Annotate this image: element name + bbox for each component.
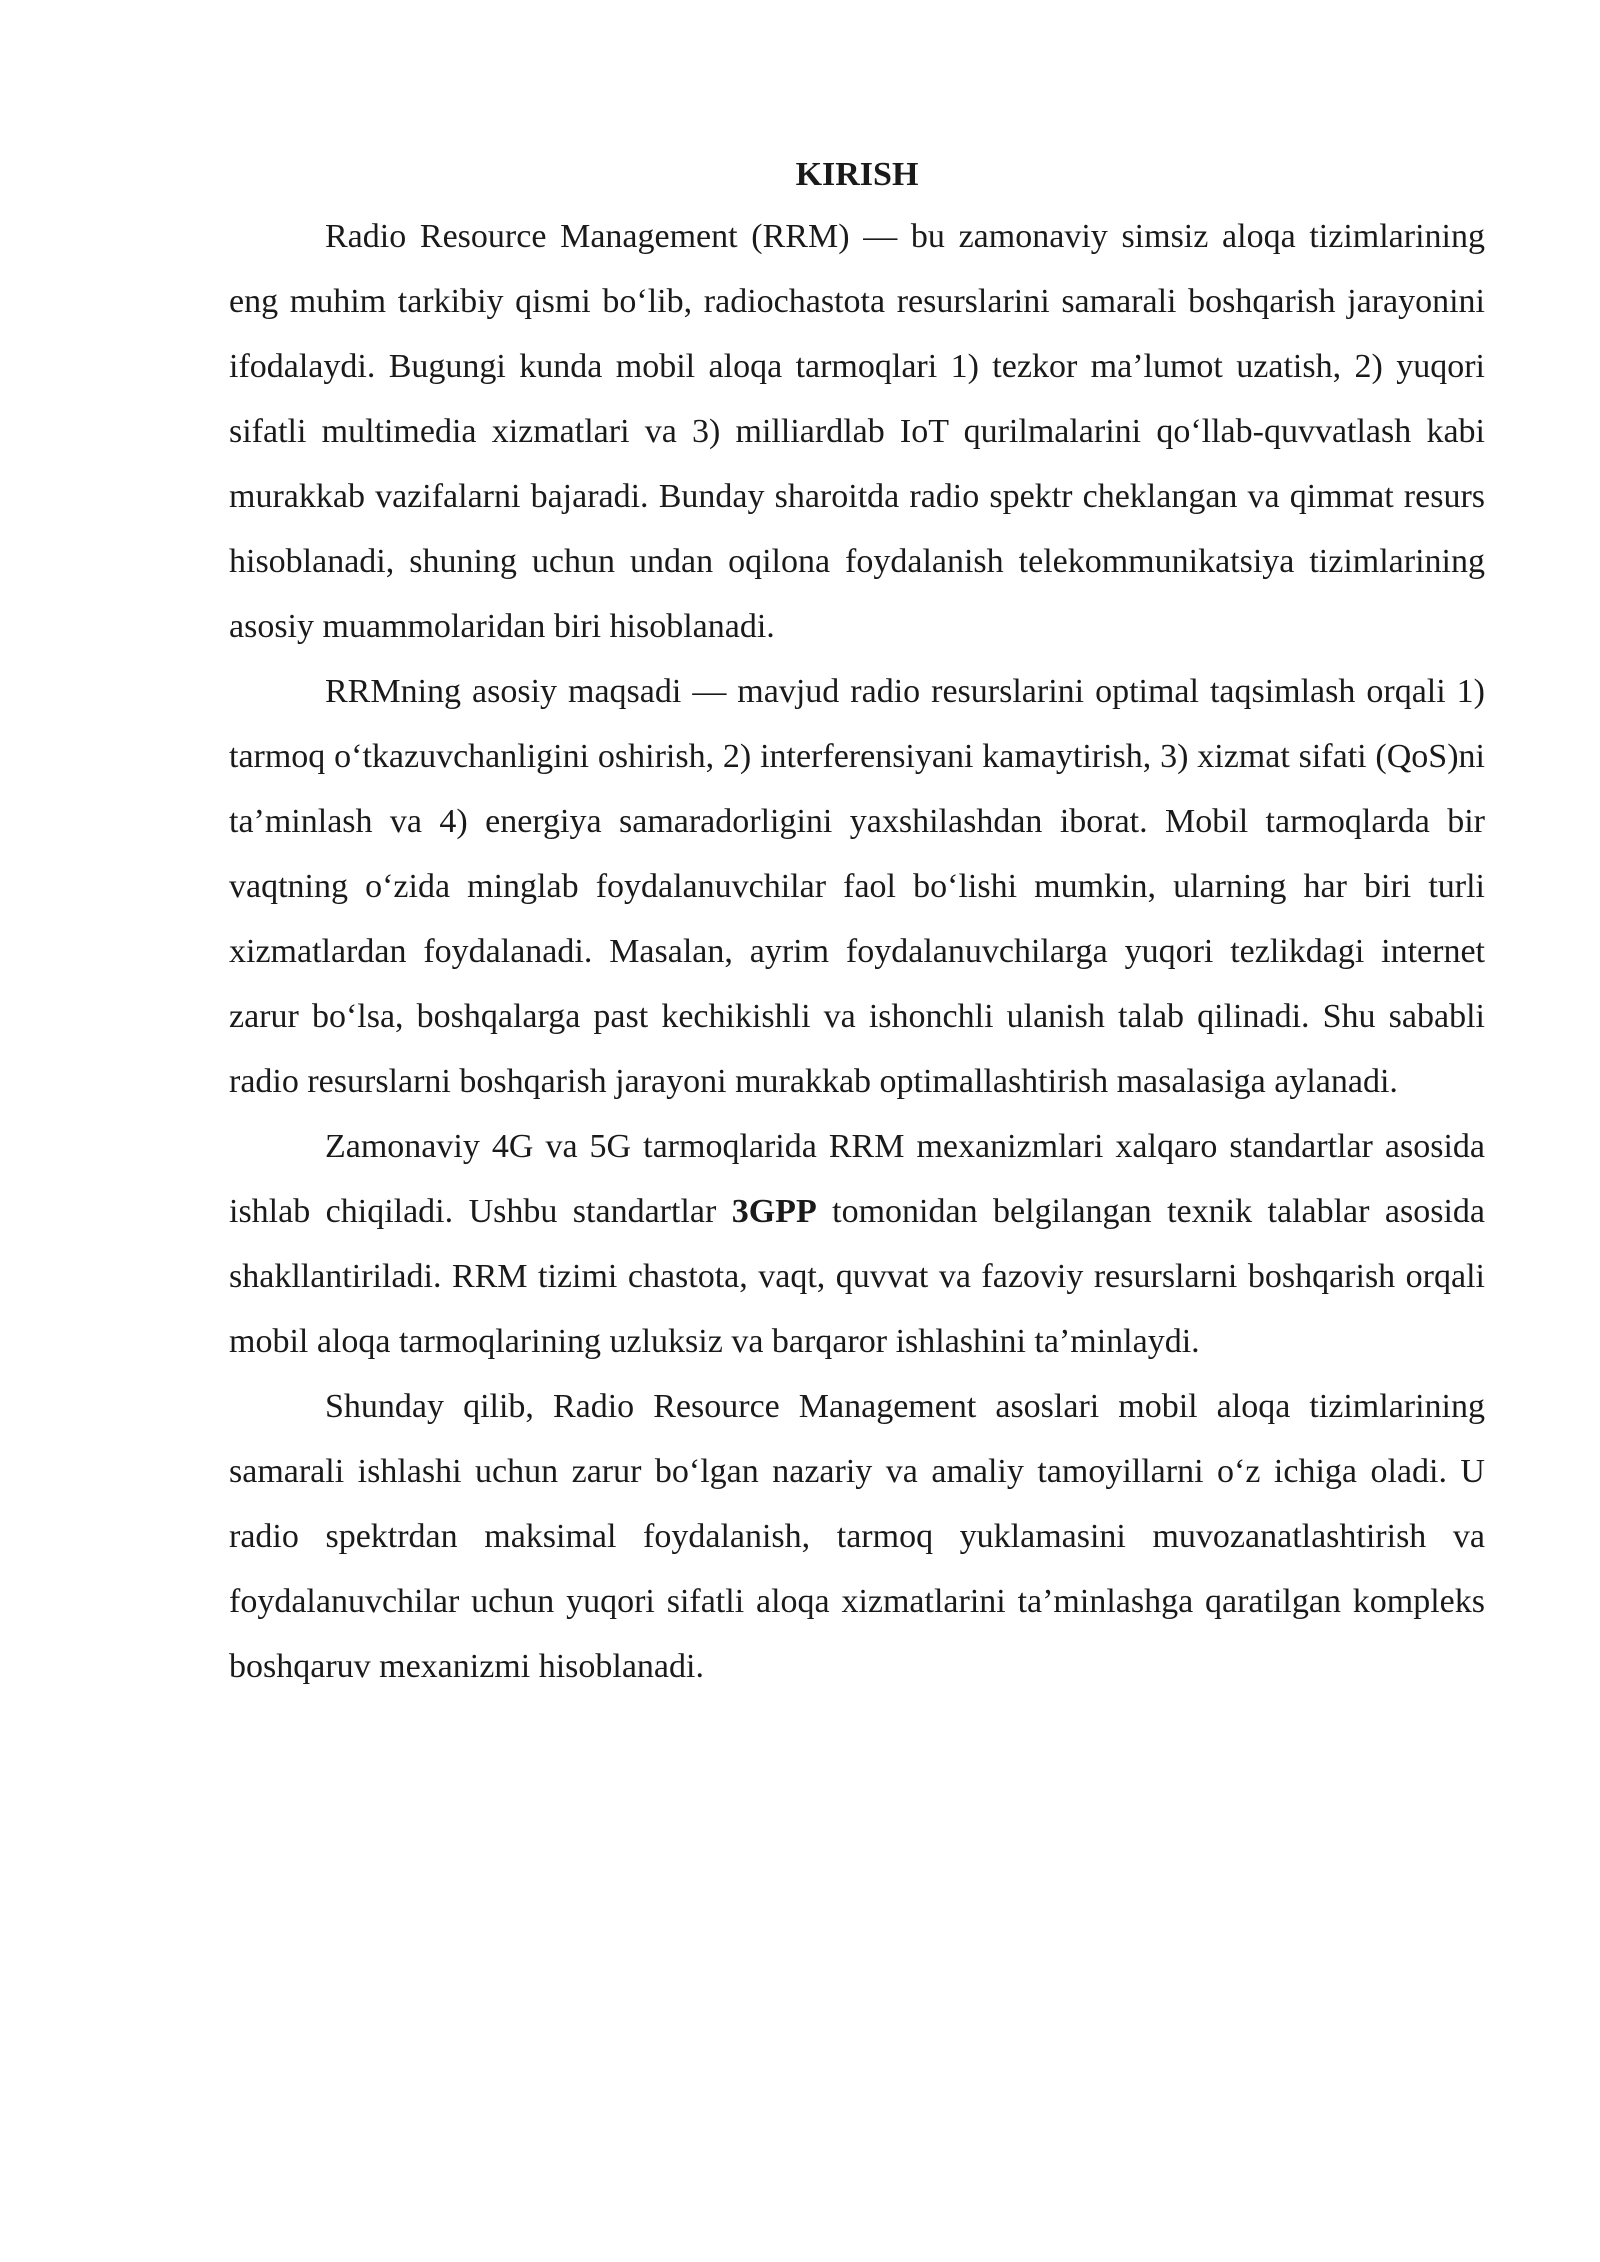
page-title: KIRISH <box>795 156 919 193</box>
standard-name-3gpp: 3GPP <box>731 1193 817 1230</box>
paragraph-3 <box>229 1114 1485 1374</box>
paragraph-2: RRMning asosiy maqsadi — mavjud radio resurslarini optimal taqsimlash orqali 1) tarmoq o‘tkazuvchanligini oshirish, 2) interferensiyani kamaytirish, 3) xizmat sifati (QoS)ni ta’minlash va 4) energiya samaradorligini yaxshilashdan iborat. Mobil tarmoqlarda bir vaqtning o‘zida minglab foydalanuvchilar faol bo‘lishi mumkin, ularning har biri turli xizmatlardan foydalanadi. Masalan, ayrim foydalanuvchilarga yuqori tezlikdagi internet zarur bo‘lsa, boshqalarga past kechikishli va ishonchli ulanish talab qilinadi. Shu sababli radio resurslarni boshqarish jarayoni murakkab optimallashtirish masalasiga aylanadi. <box>229 673 1485 1100</box>
document-body <box>229 146 1485 1699</box>
paragraph-3-text-before: Zamonaviy 4G va 5G tarmoqlarida RRM mexanizmlari xalqaro standartlar asosida ishlab chiqiladi. Ushbu standartlar <box>229 1128 1485 1230</box>
paragraph-1: Radio Resource Management (RRM) — bu zamonaviy simsiz aloqa tizimlarining eng muhim tarkibiy qismi bo‘lib, radiochastota resurslarini samarali boshqarish jarayonini ifodalaydi. Bugungi kunda mobil aloqa tarmoqlari 1) tezkor ma’lumot uzatish, 2) yuqori sifatli multimedia xizmatlari va 3) milliardlab IoT qurilmalarini qo‘llab-quvvatlash kabi murakkab vazifalarni bajaradi. Bunday sharoitda radio spektr cheklangan va qimmat resurs hisoblanadi, shuning uchun undan oqilona foydalanish telekommunikatsiya tizimlarining asosiy muammolaridan biri hisoblanadi. <box>229 218 1485 645</box>
paragraph-4: Shunday qilib, Radio Resource Management asoslari mobil aloqa tizimlarining samarali ishlashi uchun zarur bo‘lgan nazariy va amaliy tamoyillarni o‘z ichiga oladi. U radio spektrdan maksimal foydalanish, tarmoq yuklamasini muvozanatlashtirish va foydalanuvchilar uchun yuqori sifatli aloqa xizmatlarini ta’minlashga qaratilgan kompleks boshqaruv mexanizmi hisoblanadi. <box>229 1388 1485 1685</box>
paragraph-3-text-after: tomonidan belgilangan texnik talablar asosida shakllantiriladi. RRM tizimi chastota, vaqt, quvvat va fazoviy resurslarni boshqarish orqali mobil aloqa tarmoqlarining uzluksiz va barqaror ishlashini ta’minlaydi. <box>229 1193 1485 1360</box>
